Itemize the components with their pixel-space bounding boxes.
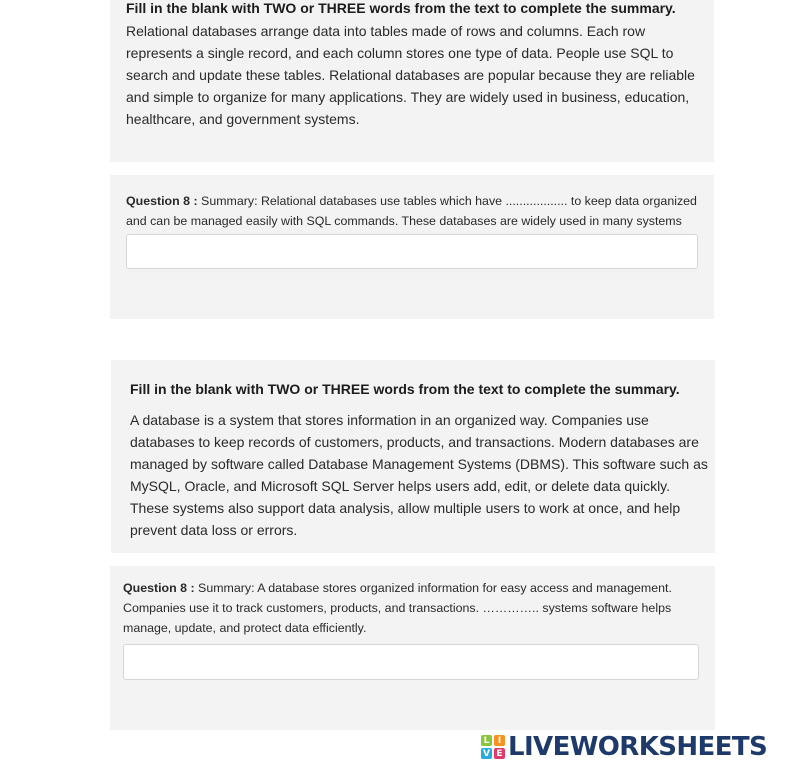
instruction-text: Fill in the blank with TWO or THREE words from the text to complete the summary. <box>130 381 680 397</box>
logo-wordmark: LIVEWORKSHEETS <box>508 732 768 762</box>
liveworksheets-logo-icon <box>481 735 505 759</box>
reading-passage-panel-2 <box>111 360 715 553</box>
question-prompt: Summary: Relational databases use tables which have .................. to keep data organized and can be managed easily with SQL commands. These databases are widely used in many systems <box>126 194 697 228</box>
logo-icon-tile: E <box>494 748 505 759</box>
question-text <box>126 191 701 231</box>
answer-input[interactable] <box>123 644 699 680</box>
reading-passage: A database is a system that stores information in an organized way. Companies use databases to keep records of customers, products, and transactions. Modern databases are managed by software called Database Management Systems (DBMS). This software such as MySQL, Oracle, and Microsoft SQL Server helps users add, edit, or delete data quickly. These systems also support data analysis, allow multiple users to work at once, and help prevent data loss or errors. <box>130 412 708 538</box>
reading-passage: Relational databases arrange data into tables made of rows and columns. Each row represents a single record, and each column stores one type of data. People use SQL to search and update these tables. Relational databases are popular because they are reliable and simple to organize for many applications. They are widely used in business, education, healthcare, and government systems. <box>126 23 695 127</box>
logo-icon-tile: I <box>494 735 505 746</box>
question-text <box>123 578 693 638</box>
question-card-1 <box>110 175 714 319</box>
answer-input[interactable] <box>126 234 698 269</box>
logo-icon-tile: V <box>481 748 492 759</box>
question-card-2 <box>110 566 715 730</box>
question-number-label: Question 8 : <box>123 581 195 595</box>
liveworksheets-logo <box>481 732 767 762</box>
instruction-text: Fill in the blank with TWO or THREE words from the text to complete the summary. <box>126 0 676 16</box>
reading-passage-panel-1 <box>110 0 714 162</box>
logo-icon-tile: L <box>481 735 492 746</box>
question-number-label: Question 8 : <box>126 194 198 208</box>
question-prompt: Summary: A database stores organized information for easy access and management. Companies use it to track customers, products, and transactions. ………….. systems software helps manage, update, and protect data efficiently. <box>123 581 672 635</box>
